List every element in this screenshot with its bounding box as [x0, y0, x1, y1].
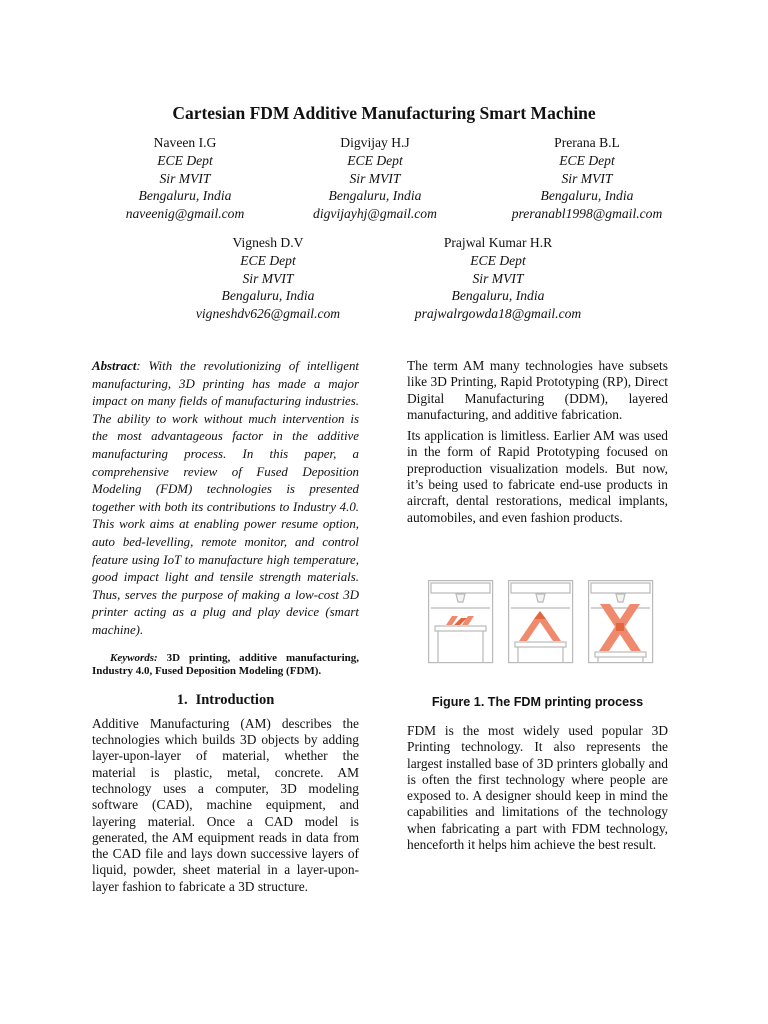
keywords-label: Keywords:	[110, 651, 158, 664]
figure-1	[428, 580, 654, 664]
section-heading	[92, 692, 359, 708]
section-number: 1.	[176, 691, 188, 708]
author-dept: ECE Dept	[470, 252, 526, 268]
left-column	[92, 358, 359, 895]
author-name: Digvijay H.J	[340, 135, 410, 150]
keywords-text: 3D printing, additive manufacturing, Industry 4.0, Fused Deposition Modeling (FDM).	[92, 651, 359, 677]
right-column-lower	[407, 723, 668, 853]
author-institute: Sir MVIT	[349, 170, 401, 186]
abstract-label: Abstract	[92, 359, 137, 373]
author-institute: Sir MVIT	[159, 170, 211, 186]
author-location: Bengaluru, India	[540, 188, 634, 204]
right-column	[407, 358, 668, 526]
section-title: Introduction	[195, 691, 275, 708]
author-email: prajwalrgowda18@gmail.com	[414, 306, 582, 322]
paragraph-am-applications: Its application is limitless. Earlier AM was used in the form of Rapid Prototyping focused on preproduction visualization models. But now, it’s being used to fabricate end-use products in aircraft, dental restorations, medical implants, automobiles, and even fashion products.	[407, 428, 668, 525]
author-location: Bengaluru, India	[451, 288, 545, 304]
author-dept: ECE Dept	[559, 152, 615, 168]
author-dept: ECE Dept	[240, 252, 296, 268]
keywords	[92, 652, 359, 679]
author-block	[95, 134, 275, 223]
author-location: Bengaluru, India	[138, 188, 232, 204]
author-block	[398, 234, 598, 323]
author-name: Vignesh D.V	[232, 235, 304, 250]
paragraph-fdm: FDM is the most widely used popular 3D Printing technology. It also represents the largest installed base of 3D printers globally and is often the first technology where people are exposed to. A designer should keep in mind the capabilities and limitations of the technology when fabricating a part with FDM technology, henceforth it helps him achieve the best result.	[407, 723, 668, 853]
author-name: Naveen I.G	[153, 135, 217, 150]
author-institute: Sir MVIT	[472, 270, 524, 286]
fdm-process-illustration	[428, 580, 654, 664]
abstract-colon: :	[136, 359, 141, 373]
author-institute: Sir MVIT	[242, 270, 294, 286]
author-institute: Sir MVIT	[561, 170, 613, 186]
author-dept: ECE Dept	[347, 152, 403, 168]
printed-part-2	[519, 611, 561, 641]
printed-part-1	[446, 616, 474, 625]
abstract-text: With the revolutionizing of intelligent manufacturing, 3D printing has made a major impact on many fields of manufacturing industries. The ability to work without much intervention is the most advantageous factor in the additive manufacturing process. In this paper, a comprehensive review of Fused Deposition Modeling (FDM) technologies is presented together with both its contributions to Industry 4.0. This work aims at enabling power resume option, auto bed-levelling, remote monitor, and control feature using IoT to manufacture high temperature, good impact light and tensile strength materials. Thus, serves the purpose of making a low-cost 3D printer acting as a plug and play device (smart machine).	[92, 359, 359, 637]
intro-paragraph: Additive Manufacturing (AM) describes the technologies which builds 3D objects by adding layer-upon-layer of material, whether the material is plastic, metal, concrete. AM technology uses a computer, 3D modeling software (CAD), machine equipment, and layering material. Once a CAD model is generated, the AM equipment reads in data from the CAD file and lays down successive layers of liquid, powder, sheet material in a layer-upon-layer fashion to fabricate a 3D structure.	[92, 715, 359, 894]
author-name: Prajwal Kumar H.R	[443, 235, 553, 250]
paper-title: Cartesian FDM Additive Manufacturing Smart Machine	[172, 103, 596, 123]
abstract	[92, 358, 359, 640]
paragraph-am-subsets: The term AM many technologies have subsets like 3D Printing, Rapid Prototyping (RP), Direct Digital Manufacturing (DDM), layered manufacturing, and additive fabrication.	[407, 358, 668, 422]
author-block	[290, 134, 460, 223]
author-block	[494, 134, 680, 223]
author-location: Bengaluru, India	[328, 188, 422, 204]
author-name: Prerana B.L	[554, 135, 620, 150]
printed-part-3	[599, 604, 641, 651]
author-location: Bengaluru, India	[221, 288, 315, 304]
author-email: vigneshdv626@gmail.com	[195, 306, 341, 322]
author-email: digvijayhj@gmail.com	[313, 206, 437, 222]
author-email: preranabl1998@gmail.com	[511, 206, 663, 222]
author-dept: ECE Dept	[157, 152, 213, 168]
author-block	[178, 234, 358, 323]
author-email: naveenig@gmail.com	[125, 206, 245, 222]
figure-caption: Figure 1. The FDM printing process	[431, 695, 644, 709]
